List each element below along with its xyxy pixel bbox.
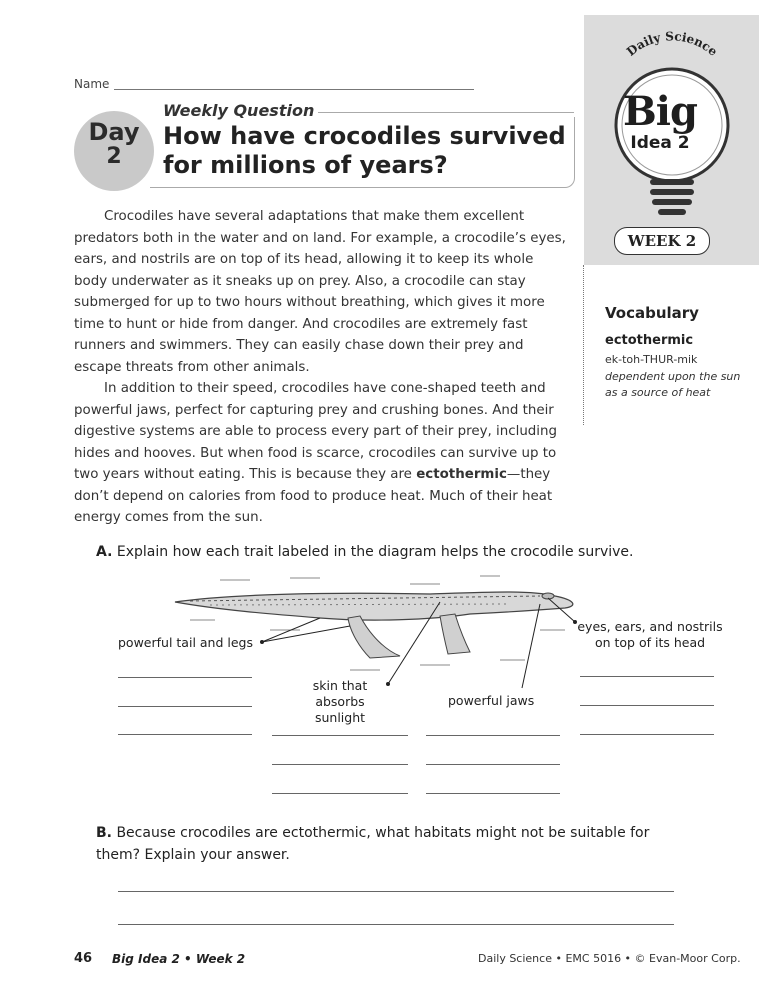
- passage-paragraph-2: [74, 378, 570, 529]
- crocodile-diagram: [170, 570, 590, 690]
- label-eyes-ears-nostrils: [575, 619, 725, 651]
- big-idea-number: Idea 2: [630, 133, 690, 153]
- big-idea-big: Big: [623, 88, 697, 135]
- day-badge: [74, 111, 154, 191]
- question-a-text: Explain how each trait labeled in the diagram helps the crocodile survive.: [116, 544, 634, 560]
- footer-section: Big Idea 2 • Week 2: [112, 952, 246, 966]
- week-badge: WEEK 2: [614, 227, 710, 255]
- page-number: 46: [74, 951, 93, 966]
- answer-line-jaws-3[interactable]: [426, 793, 560, 794]
- vocabulary-word: ectothermic: [605, 333, 694, 348]
- answer-line-skin-2[interactable]: [272, 764, 408, 765]
- vocabulary-definition: dependent upon the sun as a source of heat: [605, 370, 741, 399]
- brand-text: Daily Science: [623, 29, 721, 59]
- question-a: [96, 544, 633, 560]
- answer-line-skin-1[interactable]: [272, 735, 408, 736]
- answer-line-jaws-2[interactable]: [426, 764, 560, 765]
- answer-line-tail-3[interactable]: [118, 734, 252, 735]
- footer-credit: Daily Science • EMC 5016 • © Evan-Moor Corp.: [478, 952, 741, 965]
- sidebar-divider: [583, 265, 584, 425]
- label-skin-line-2: absorbs sunlight: [314, 694, 366, 725]
- label-skin-line-1: skin that: [312, 678, 368, 693]
- name-write-line[interactable]: [114, 89, 474, 90]
- answer-line-b-2[interactable]: [118, 924, 674, 925]
- reading-passage: [74, 206, 570, 529]
- question-title: How have crocodiles survived for millions of years?: [163, 122, 566, 179]
- answer-line-eyes-3[interactable]: [580, 734, 714, 735]
- label-jaws: powerful jaws: [448, 693, 535, 708]
- passage-p2-start: In addition to their speed, crocodiles have cone-shaped teeth and powerful jaws, perfect for capturing prey and crushing bones. And their digestive systems are able to process every part of their prey, including hides and hooves. But when food is scarce, crocodiles can survive up to two years without eating. This is because they are: [74, 381, 558, 482]
- question-b: [96, 822, 676, 866]
- answer-line-b-1[interactable]: [118, 891, 674, 892]
- answer-line-skin-3[interactable]: [272, 793, 408, 794]
- label-eyes-line-1: eyes, ears, and nostrils: [577, 619, 723, 634]
- answer-line-jaws-1[interactable]: [426, 735, 560, 736]
- answer-line-tail-2[interactable]: [118, 706, 252, 707]
- label-eyes-line-2: on top of its head: [594, 635, 706, 650]
- question-b-text: Because crocodiles are ectothermic, what habitats might not be suitable for them? Explain your answer.: [96, 825, 650, 863]
- label-tail-legs: powerful tail and legs: [118, 635, 253, 650]
- answer-line-tail-1[interactable]: [118, 677, 252, 678]
- answer-line-eyes-2[interactable]: [580, 705, 714, 706]
- day-number: 2: [106, 144, 122, 169]
- passage-p2-end: —they don’t depend on calories from food to produce heat. Much of their heat energy comes from the sun.: [74, 467, 553, 525]
- vocabulary-pronunciation: ek-toh-THUR-mik: [605, 353, 698, 366]
- vocabulary-heading: Vocabulary: [605, 304, 699, 322]
- question-b-letter: B.: [96, 825, 112, 841]
- crocodile-body: [175, 592, 573, 620]
- day-word: Day: [88, 118, 140, 146]
- passage-paragraph-1: Crocodiles have several adaptations that make them excellent predators both in the water and on land. For example, a crocodile’s eyes, ears, and nostrils are on top of its head, allowing it to keep its whole body underwater as it sneaks up on prey. Also, a crocodile can stay submerged for up to two hours without breathing, which gives it more time to hunt or hide from danger. And crocodiles are extremely fast runners and swimmers. They can easily chase down their prey and escape threats from other animals.: [74, 209, 566, 375]
- passage-keyword: ectothermic: [416, 467, 507, 482]
- weekly-question-label: Weekly Question: [163, 101, 315, 120]
- answer-line-eyes-1[interactable]: [580, 676, 714, 677]
- label-skin: [290, 678, 390, 726]
- weekly-question-rule: [318, 112, 574, 113]
- name-label: Name: [74, 77, 110, 91]
- svg-text:Daily Science: [624, 29, 720, 59]
- question-a-letter: A.: [96, 544, 113, 560]
